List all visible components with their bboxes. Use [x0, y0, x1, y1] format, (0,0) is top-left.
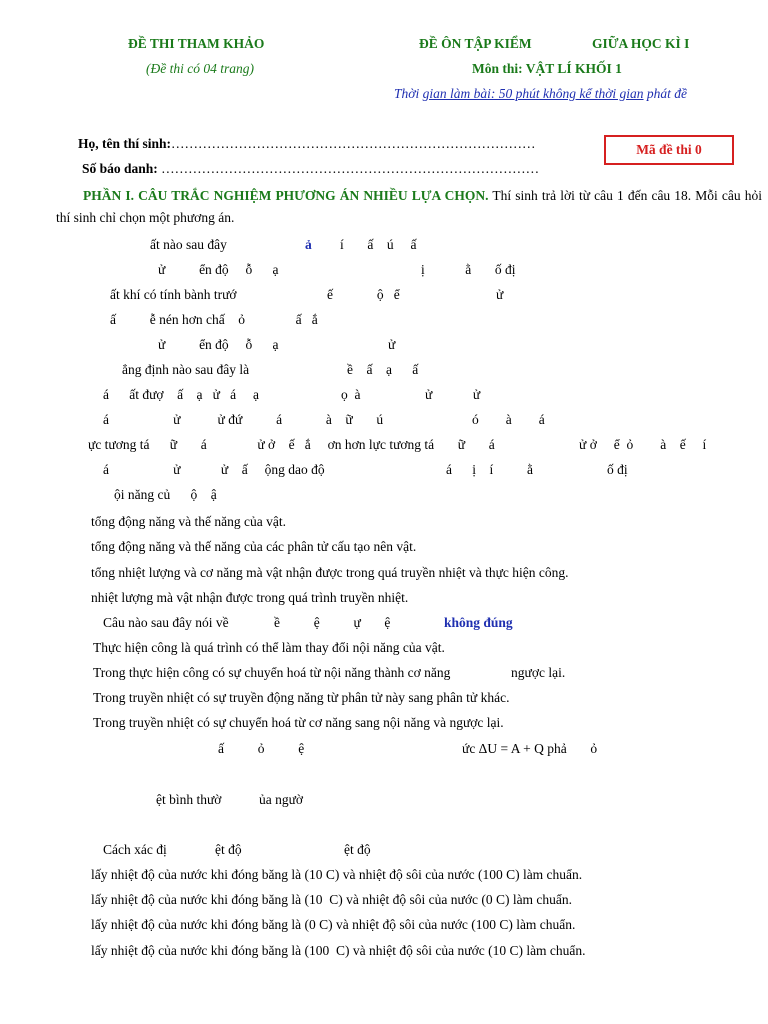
line-3b: ế ộ ể [327, 287, 400, 302]
header-right-title-2: GIỮA HỌC KÌ I [592, 36, 690, 51]
line-5b: ử [388, 337, 396, 352]
option-1: tổng động năng và thế năng của vật. [91, 514, 286, 529]
exam-code-box: Mã đề thi 0 [604, 135, 734, 165]
scale-option-1: lấy nhiệt độ của nước khi đóng băng là (10 C) và nhiệt độ sôi của nước (100 C) làm chuẩn. [91, 867, 583, 882]
line-4: ấ ễ nén hơn chấ ỏ ấ ắ [110, 312, 318, 327]
header-left-title: ĐỀ THI THAM KHẢO [128, 36, 265, 51]
line-2b: ị ằ ố đị [421, 262, 516, 277]
line-7c: ử ử [425, 387, 481, 402]
q-option-2b: ngược lại. [511, 665, 566, 680]
option-4: nhiệt lượng mà vật nhận được trong quá trình truyền nhiệt. [91, 590, 409, 605]
scale-option-4: lấy nhiệt độ của nước khi đóng băng là (100 C) và nhiệt độ sôi của nước (10 C) làm chuẩn. [91, 943, 586, 958]
line-7a: á ất đượ ấ ạ ử á ạ [103, 387, 259, 402]
line-2a: ử ển độ ỗ ạ [158, 262, 279, 277]
line-5a: ử ển độ ỗ ạ [158, 337, 279, 352]
formula-line-b: ức ΔU = A + Q phả ỏ [462, 741, 598, 756]
temperature-line-a: ệt bình thườ [156, 792, 222, 807]
question-stem-a: Câu nào sau đây nói về [103, 615, 229, 630]
line-8b: ó à á [472, 412, 545, 427]
line-3a: ất khí có tính bành trướ [110, 287, 237, 302]
option-3: tổng nhiệt lượng và cơ năng mà vật nhận được trong quá truyền nhiệt và thực hiện công. [91, 565, 569, 580]
line-7b: ọ à [341, 387, 361, 402]
header-left-subtitle: (Đề thi có 04 trang) [146, 61, 254, 76]
line-9b: ử ở ể ỏ à ế í [579, 437, 707, 452]
q-option-2a: Trong thực hiện công có sự chuyển hoá từ nội năng thành cơ năng [93, 665, 451, 680]
line-9a: ực tương tá ữ á ử ở ế ắ ơn hơn lực tương tá ữ á [88, 437, 495, 452]
line-10c: ố đị [607, 462, 628, 477]
line-10a: á ử ử ấ ộng dao độ [103, 462, 325, 477]
q-option-1: Thực hiện công là quá trình có thể làm thay đổi nội năng của vật. [93, 640, 445, 655]
question-stem-emphasis: không đúng [444, 615, 513, 630]
line-1c: í ấ ú ấ [340, 237, 417, 252]
scale-question-a: Cách xác đị [103, 842, 167, 857]
line-6b: ề ấ ạ ấ [347, 362, 419, 377]
part1-intro: PHẦN I. CÂU TRẮC NGHIỆM PHƯƠNG ÁN NHIỀU LỰA CHỌN. Thí sinh trả lời từ câu 1 đến câu 18. Mỗi câu hỏi thí sinh chỉ chọn một phương án. [56, 188, 762, 225]
candidate-name-line: Họ, tên thí sinh:……………………………………………………………………… [78, 136, 536, 151]
candidate-id-line: Số báo danh: ………………………………………………………………………… [82, 161, 540, 176]
temperature-line-b: ủa ngườ [259, 792, 304, 807]
scale-option-2: lấy nhiệt độ của nước khi đóng băng là (10 C) và nhiệt độ sôi của nước (0 C) làm chuẩn. [91, 892, 573, 907]
q-option-3: Trong truyền nhiệt có sự truyền động năng từ phân tử này sang phân tử khác. [93, 690, 510, 705]
line-1a: ất nào sau đây [150, 237, 227, 252]
time-line: Thời gian làm bài: 50 phút không kể thời gian phát đề [394, 86, 688, 101]
scale-question-b: ệt độ [215, 842, 242, 857]
formula-line-a: ấ ỏ ệ [218, 741, 305, 756]
line-8a: á ử ử đứ á à ữ ú [103, 412, 384, 427]
line-10b: á ị í ằ [446, 462, 533, 477]
subject-line: Môn thi: VẬT LÍ KHỐI 1 [472, 61, 622, 76]
question-stem-b: ề ệ ự ệ [274, 615, 391, 630]
scale-question-c: ệt độ [344, 842, 371, 857]
line-3c: ử [496, 287, 504, 302]
q-option-4: Trong truyền nhiệt có sự chuyển hoá từ cơ năng sang nội năng và ngược lại. [93, 715, 504, 730]
line-11: ội năng củ ộ ậ [114, 487, 217, 502]
line-1b: ả [305, 237, 312, 252]
header-right-title: ĐỀ ÔN TẬP KIỂM [419, 36, 532, 51]
scale-option-3: lấy nhiệt độ của nước khi đóng băng là (0 C) và nhiệt độ sôi của nước (100 C) làm chuẩn. [91, 917, 576, 932]
option-2: tổng động năng và thế năng của các phân tử cấu tạo nên vật. [91, 539, 417, 554]
line-6a: ẳng định nào sau đây là [122, 362, 250, 377]
